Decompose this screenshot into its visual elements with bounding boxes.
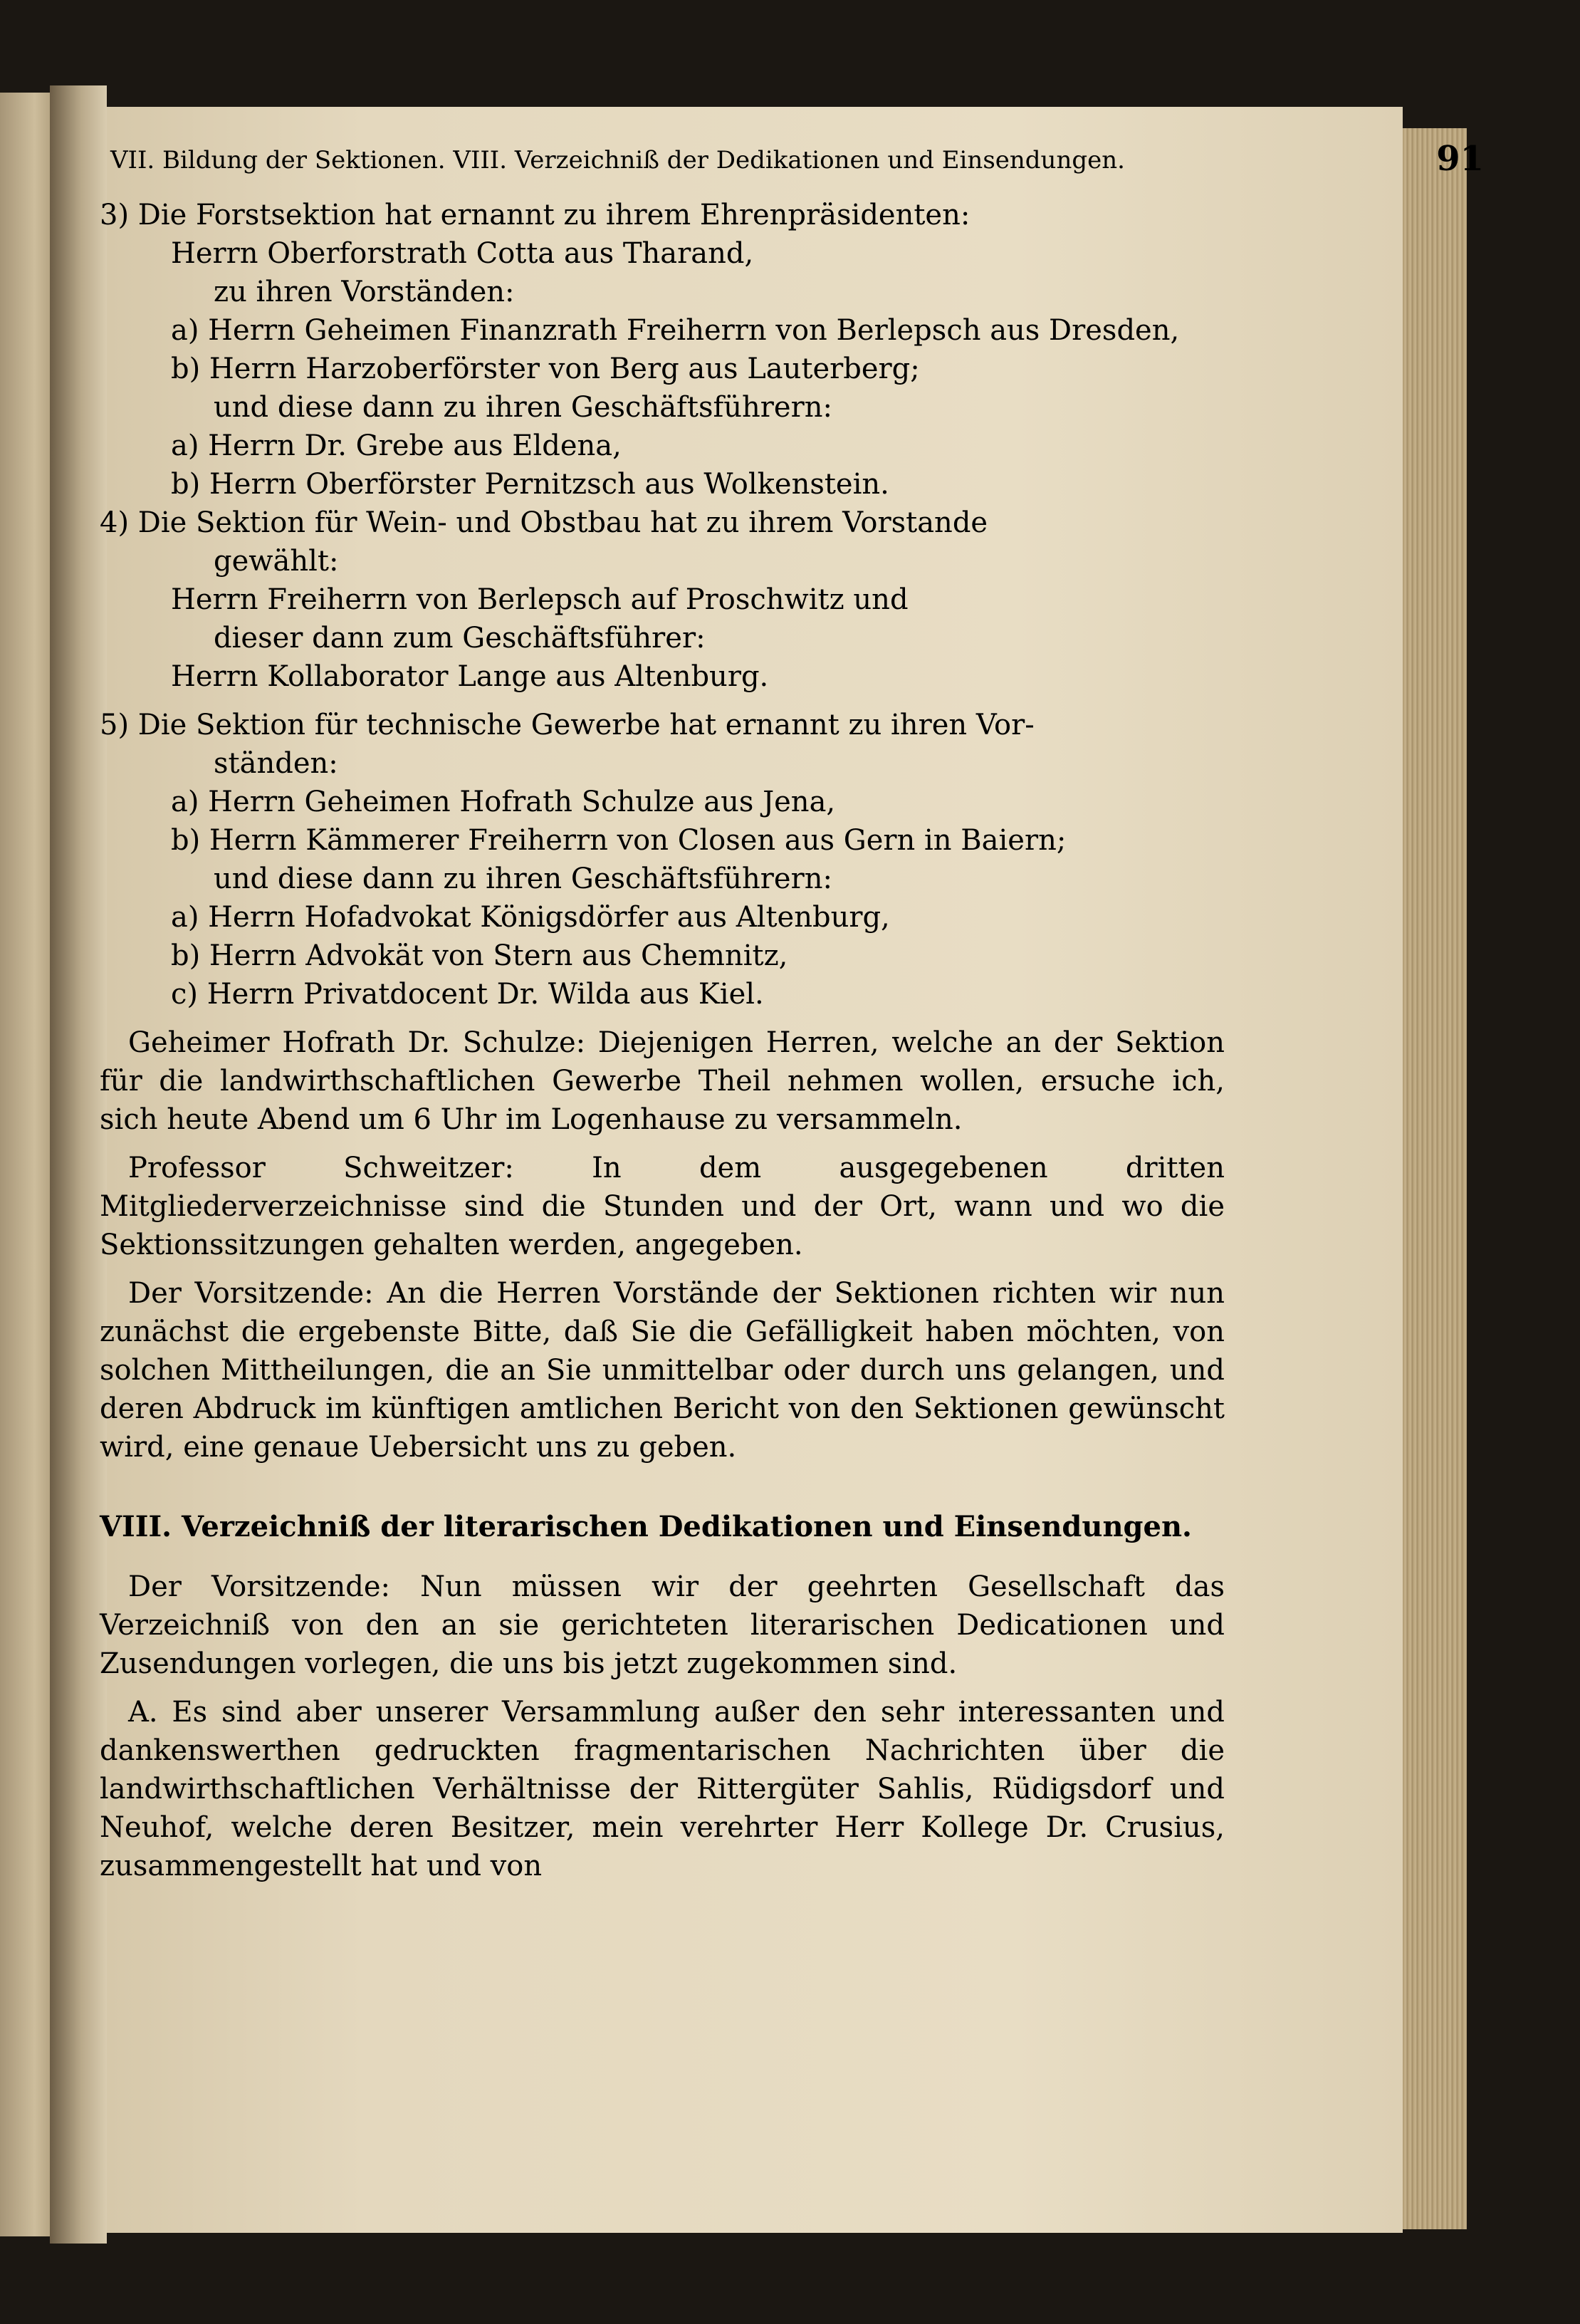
section-title: VIII. Verzeichniß der literarischen Dedikationen und Einsendungen.: [100, 1510, 1192, 1543]
spacer: [100, 1683, 1225, 1693]
text-line: zu ihren Vorständen:: [214, 276, 515, 308]
spacer: [100, 696, 1225, 706]
text-line: b) Herrn Kämmerer Freiherrn von Closen aus Gern in Baiern;: [171, 824, 1067, 857]
text-line: a) Herrn Dr. Grebe aus Eldena,: [171, 429, 622, 462]
paragraph: Professor Schweitzer: In dem ausgegebenen dritten Mitgliederverzeichnisse sind die Stunden und der Ort, wann und wo die Sektionssitzungen gehalten werden, angegeben.: [100, 1152, 1225, 1261]
text-line: a) Herrn Geheimen Hofrath Schulze aus Jena,: [171, 786, 836, 818]
text-line: b) Herrn Harzoberförster von Berg aus Lauterberg;: [171, 353, 920, 385]
text-line: Herrn Oberforstrath Cotta aus Tharand,: [171, 237, 754, 270]
text-line: gewählt:: [214, 545, 339, 578]
spacer: [100, 1139, 1225, 1149]
page-number: 91: [1436, 139, 1484, 179]
text-line: dieser dann zum Geschäftsführer:: [214, 622, 706, 655]
text-line: c) Herrn Privatdocent Dr. Wilda aus Kiel.: [171, 978, 764, 1011]
paragraph: Geheimer Hofrath Dr. Schulze: Diejenigen Herren, welche an der Sektion für die landwirthschaftlichen Gewerbe Theil nehmen wollen, ersuche ich, sich heute Abend um 6 Uhr im Logenhause zu versammeln.: [100, 1026, 1225, 1136]
text-line: 5) Die Sektion für technische Gewerbe hat ernannt zu ihren Vor-: [100, 709, 1035, 741]
paragraph: Der Vorsitzende: Nun müssen wir der geehrten Gesellschaft das Verzeichniß von den an sie gerichteten literarischen Dedicationen und Zusendungen vorlegen, die uns bis jetzt zugekommen sind.: [100, 1570, 1225, 1680]
page-block-edge: [1403, 128, 1467, 2229]
running-head: VII. Bildung der Sektionen. VIII. Verzeichniß der Dedikationen und Einsendungen.: [110, 146, 1125, 174]
text-line: a) Herrn Geheimen Finanzrath Freiherrn von Berlepsch aus Dresden,: [171, 314, 1180, 347]
text-line: a) Herrn Hofadvokat Königsdörfer aus Altenburg,: [171, 901, 890, 934]
spacer: [100, 1014, 1225, 1023]
text-line: ständen:: [214, 747, 338, 780]
text-line: und diese dann zu ihren Geschäftsführern:: [214, 391, 832, 424]
page-body: [100, 196, 1225, 1885]
text-line: Herrn Freiherrn von Berlepsch auf Proschwitz und: [171, 583, 909, 616]
text-line: Herrn Kollaborator Lange aus Altenburg.: [171, 660, 769, 693]
text-line: 4) Die Sektion für Wein- und Obstbau hat zu ihrem Vorstande: [100, 506, 988, 539]
spacer: [100, 1264, 1225, 1274]
paragraph: Der Vorsitzende: An die Herren Vorstände der Sektionen richten wir nun zunächst die ergebenste Bitte, daß Sie die Gefälligkeit haben möchten, von solchen Mittheilungen, die an Sie unmittelbar oder durch uns gelangen, und deren Abdruck im künftigen amtlichen Bericht von den Sektionen gewünscht wird, eine genaue Uebersicht uns zu geben.: [100, 1277, 1225, 1464]
facing-page-edge: [0, 93, 50, 2236]
book-gutter: [50, 85, 107, 2244]
text-line: und diese dann zu ihren Geschäftsführern:: [214, 863, 832, 895]
text-line: b) Herrn Advokät von Stern aus Chemnitz,: [171, 939, 788, 972]
text-line: b) Herrn Oberförster Pernitzsch aus Wolkenstein.: [171, 468, 889, 501]
paragraph: A. Es sind aber unserer Versammlung außer den sehr interessanten und dankenswerthen gedruckten fragmentarischen Nachrichten über die landwirthschaftlichen Verhältnisse der Rittergüter Sahlis, Rüdigsdorf und Neuhof, welche deren Besitzer, mein verehrter Herr Kollege Dr. Crusius, zusammengestellt hat und von: [100, 1696, 1225, 1882]
text-line: 3) Die Forstsektion hat ernannt zu ihrem Ehrenpräsidenten:: [100, 199, 971, 231]
